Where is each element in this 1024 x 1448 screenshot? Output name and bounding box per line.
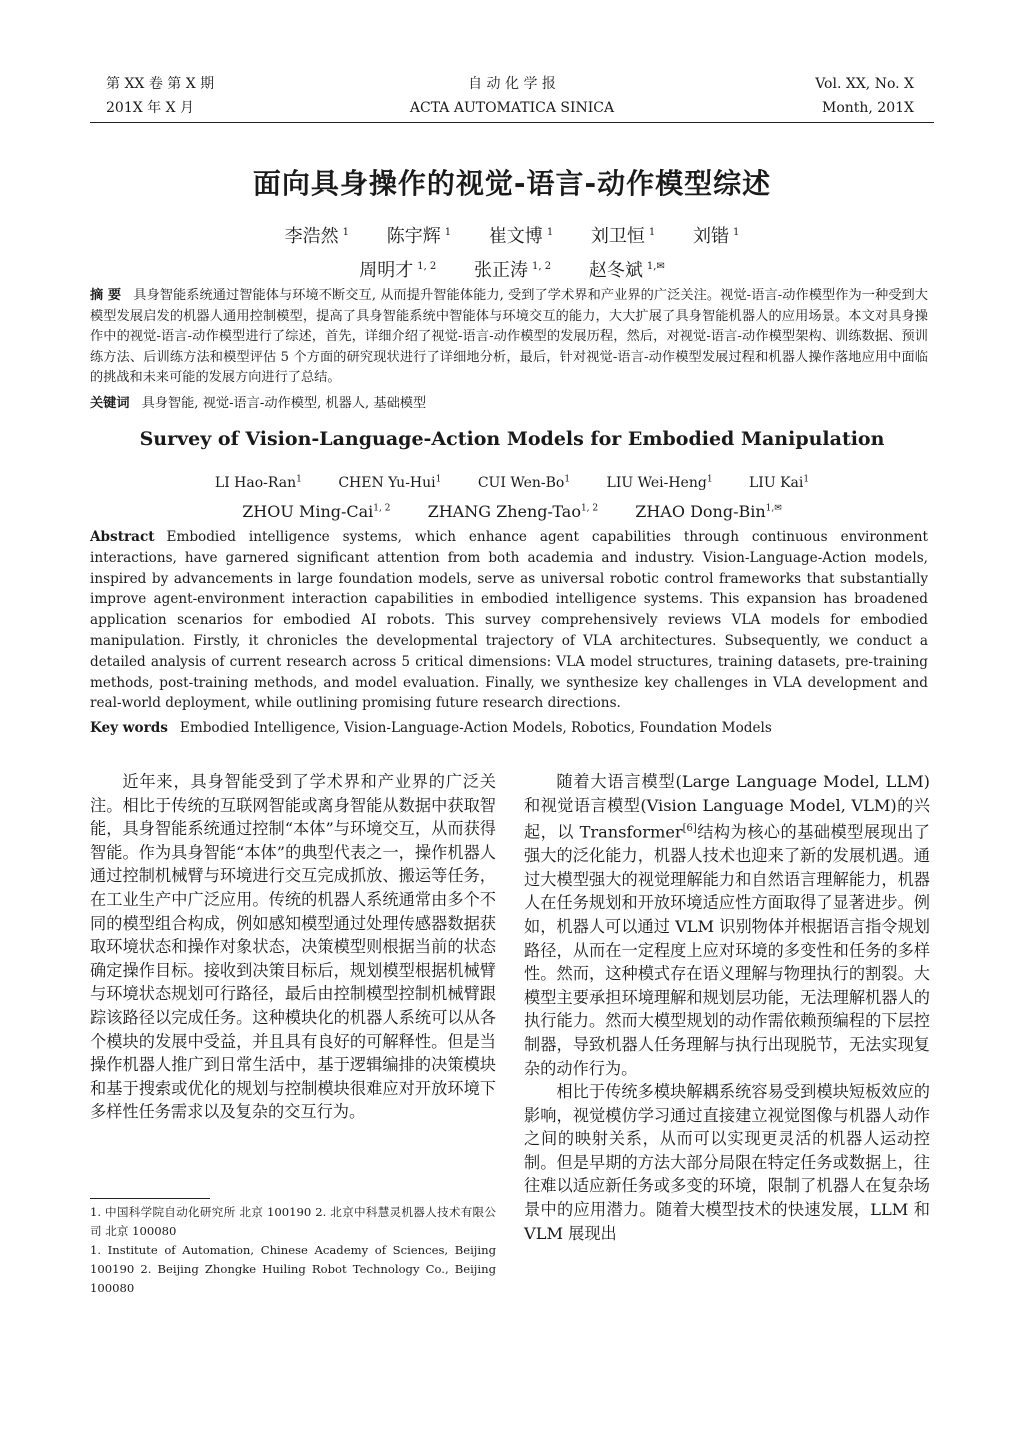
abstract-en xyxy=(90,527,928,714)
author-en: LIU Kai$^1$ xyxy=(749,474,810,491)
author-en: CHEN Yu-Hui$^1$ xyxy=(338,474,442,491)
footnote-affiliation-cn: 1. 中国科学院自动化研究所 北京 100190 2. 北京中科慧灵机器人技术有限公司 北京 100080 xyxy=(90,1205,496,1238)
author-en: ZHAO Dong-Bin$^{1,✉}$ xyxy=(635,501,782,521)
journal-name-cn: 自 动 化 学 报 xyxy=(468,76,556,92)
keywords-en xyxy=(90,718,928,739)
author-en: LIU Wei-Heng$^1$ xyxy=(606,474,713,491)
title-en: Survey of Vision-Language-Action Models for Embodied Manipulation xyxy=(139,428,885,450)
paragraph: 相比于传统多模块解耦系统容易受到模块短板效应的影响，视觉模仿学习通过直接建立视觉图像与机器人动作之间的映射关系，从而可以实现更灵活的机器人运动控制。但是早期的方法大部分局限在特定任务或数据上，往往难以适应新任务或多变的环境，限制了机器人在复杂场景中的应用潜力。随着大模型技术的快速发展，LLM 和 VLM 展现出 xyxy=(524,1082,930,1243)
footnotes xyxy=(90,1198,496,1298)
keywords-cn-label: 关键词 xyxy=(90,396,130,411)
author-cn: 赵冬斌 $^{1,✉}$ xyxy=(588,260,665,281)
authors-cn xyxy=(0,218,1024,286)
author-cn: 李浩然 $^1$ xyxy=(284,226,349,247)
journal-name-en: ACTA AUTOMATICA SINICA xyxy=(409,100,615,116)
author-cn: 张正涛 $^{1, 2}$ xyxy=(474,260,552,281)
authors-cn-row2 xyxy=(0,252,1024,286)
running-header xyxy=(0,72,1024,120)
author-en: LI Hao-Ran$^1$ xyxy=(214,474,302,491)
author-cn: 陈宇辉 $^1$ xyxy=(386,226,452,247)
author-en: ZHOU Ming-Cai$^{1, 2}$ xyxy=(242,501,391,521)
footnote-affiliation-en: 1. Institute of Automation, Chinese Academy of Sciences, Beijing 100190 2. Beijing Zhongke Huiling Robot Technology Co., Beijing 100080 xyxy=(90,1243,496,1295)
author-en: ZHANG Zheng-Tao$^{1, 2}$ xyxy=(427,501,599,521)
paragraph-text: 结构为核心的基础模型展现出了强大的泛化能力，机器人技术也迎来了新的发展机遇。通过大模型强大的视觉理解能力和自然语言理解能力，机器人在任务规划和开放环境适应性方面取得了显著进步。例如，机器人可以通过 VLM 识别物体并根据语言指令规划路径，从而在一定程度上应对环境的多变性和任务的多样性。然而，这种模式存在语义理解与物理执行的割裂。大模型主要承担环境理解和规划层功能，无法理解机器人的执行能力。然而大模型规划的动作需依赖预编程的下层控制器，导致机器人任务理解与执行出现脱节，无法实现复杂的动作行为。 xyxy=(524,822,930,1078)
abstract-en-label: Abstract xyxy=(90,529,155,545)
body-column-left xyxy=(90,770,496,1124)
year-month-cn: 201X 年 X 月 xyxy=(106,100,195,116)
volume-issue: 第 XX 卷 第 X 期 xyxy=(106,76,215,92)
keywords-en-label: Key words xyxy=(90,720,168,736)
abstract-en-text: Embodied intelligence systems, which enhance agent capabilities through continuous environment interactions, have garnered significant attention from both academia and industry. Vision-Language-Action models, inspired by advancements in large foundation models, serve as universal robotic control frameworks that substantially improve agent-environment interaction capabilities in embodied intelligence systems. This expansion has broadened application scenarios for embodied AI robots. This survey comprehensively reviews VLA models for embodied manipulation. Firstly, it chronicles the developmental trajectory of VLA architectures. Subsequently, we conduct a detailed analysis of current research across 5 critical dimensions: VLA model structures, training datasets, pre-training methods, post-training methods, and model evaluation. Finally, we synthesize key challenges in VLA development and real-world deployment, while outlining promising future research directions. xyxy=(90,529,928,712)
abstract-cn-label: 摘 要 xyxy=(90,288,122,303)
abstract-cn-text: 具身智能系统通过智能体与环境不断交互, 从而提升智能体能力, 受到了学术界和产业界的广泛关注。视觉-语言-动作模型作为一种受到大模型发展启发的机器人通用控制模型，提高了具身智能系统中智能体与环境交互的能力，大大扩展了具身智能机器人的应用场景。本文对具身操作中的视觉-语言-动作模型进行了综述，首先，详细介绍了视觉-语言-动作模型的发展历程，然后，对视觉-语言-动作模型架构、训练数据、预训练方法、后训练方法和模型评估 5 个方面的研究现状进行了详细地分析，最后，针对视觉-语言-动作模型发展过程和机器人操作落地应用中面临的挑战和未来可能的发展方向进行了总结。 xyxy=(90,288,928,385)
keywords-cn xyxy=(90,394,928,415)
month-year: Month, 201X xyxy=(821,100,914,116)
abstract-cn xyxy=(90,286,928,389)
paragraph: 近年来，具身智能受到了学术界和产业界的广泛关注。相比于传统的互联网智能或离身智能从数据中获取智能，具身智能系统通过控制“本体”与环境交互，从而获得智能。作为具身智能“本体”的典型代表之一，操作机器人通过控制机械臂与环境进行交互完成抓放、搬运等任务，在工业生产中广泛应用。传统的机器人系统通常由多个不同的模型组合构成，例如感知模型通过处理传感器数据获取环境状态和操作对象状态，决策模型则根据当前的状态确定操作目标。接收到决策目标后，规划模型根据机械臂与环境状态规划可行路径，最后由控制模型控制机械臂跟踪该路径以完成任务。这种模块化的机器人系统可以从各个模块的发展中受益，并且具有良好的可解释性。但是当操作机器人推广到日常生活中，基于逻辑编排的决策模块和基于搜索或优化的规划与控制模块很难应对开放环境下多样性任务需求以及复杂的交互行为。 xyxy=(90,772,496,1122)
keywords-en-text: Embodied Intelligence, Vision-Language-Action Models, Robotics, Foundation Models xyxy=(179,720,772,736)
header-right xyxy=(815,72,914,120)
author-cn: 崔文博 $^1$ xyxy=(488,226,554,247)
paragraph-text: 随着大语言模型(Large Language Model, LLM)和视觉语言模型(Vision Language Model, VLM)的兴起，以 Transformer xyxy=(524,772,930,842)
footnote-rule xyxy=(90,1198,210,1199)
authors-cn-row1 xyxy=(0,218,1024,252)
authors-en-row1 xyxy=(0,466,1024,496)
title-cn: 面向具身操作的视觉-语言-动作模型综述 xyxy=(252,167,772,200)
authors-en-row2 xyxy=(0,496,1024,525)
author-cn: 周明才 $^{1, 2}$ xyxy=(359,260,437,281)
author-cn: 刘卫恒 $^1$ xyxy=(590,226,656,247)
paragraph xyxy=(524,770,930,1080)
keywords-cn-text: 具身智能, 视觉-语言-动作模型, 机器人, 基础模型 xyxy=(141,396,427,411)
authors-en xyxy=(0,466,1024,525)
author-en: CUI Wen-Bo$^1$ xyxy=(477,474,571,491)
vol-no: Vol. XX, No. X xyxy=(815,76,914,92)
citation-link[interactable]: [6] xyxy=(682,823,697,835)
author-cn: 刘锴 $^1$ xyxy=(693,226,740,247)
header-rule xyxy=(90,122,934,123)
body-column-right xyxy=(524,770,930,1245)
